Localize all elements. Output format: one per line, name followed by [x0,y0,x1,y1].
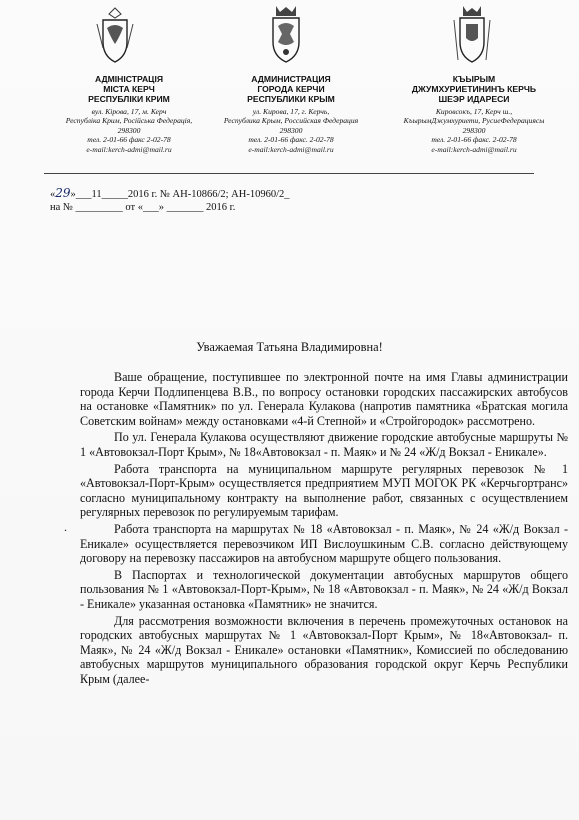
address-line: Кировсокъ, 17, Керч ш., [435,106,513,116]
postal-code: 298300 [117,125,141,135]
postal-code: 298300 [462,125,486,135]
org-title-line: КЪЫРЫМ [452,74,496,84]
paragraph: Работа транспорта на муниципальном маршруте регулярных перевозок № 1 «Автовокзал-Порт-Крым» осуществляется предприятием МУП МОГОК РК «Керчьгортранс» согласно муниципальному контракту на выполнение работ, связанных с осуществлением регулярных перевозок по регулируемым тарифам. [80,461,568,520]
email: e-mail:kerch-admi@mail.ru [431,144,517,154]
paragraph: Работа транспорта на маршрутах № 18 «Автовокзал - п. Маяк», № 24 «Ж/д Вокзал - Еникале» осуществляется перевозчиком ИП Вислоушкиным С.В. согласно действующему договору на перевозку пассажиров на автобусном маршруте общего пользования. [80,521,568,566]
org-title-line: МІСТА КЕРЧ [103,84,155,95]
greeting: Уважаемая Татьяна Владимировна! [196,340,383,354]
letter-body [80,370,568,686]
org-title-line: АДМІНІСТРАЦІЯ [94,74,164,84]
email: e-mail:kerch-admi@mail.ru [86,144,172,154]
org-title-line: РЕСПУБЛИКИ КРЫМ [247,94,335,105]
address-line: КъырымДжумхуриети, РусиеФедерациясы [403,116,545,126]
handwritten-day: 29 [55,186,71,200]
address-line: Республика Крым, Российская Федерация [223,116,359,126]
header-crimean-tatar [386,74,562,155]
email: e-mail:kerch-admi@mail.ru [248,144,334,154]
postal-code: 298300 [279,125,303,135]
org-title-line: ДЖУМХУРИЕТИНИНЪ КЕРЧЬ [411,84,537,95]
paragraph: Ваше обращение, поступившее по электронной почте на имя Главы администрации города Керчи Подлипенцева В.В., по вопросу остановки городских пассажирских автобусов на остановке «Памятник» по ул. Генерала Кулакова (напротив памятника «Братская могила Советским войнам» между остановками «4-й Степной» и «Стройгородок» рассмотрено. [80,370,568,428]
org-title-line: ГОРОДА КЕРЧИ [257,84,325,95]
phone-fax: тел. 2-01-66 факс. 2-02-78 [431,135,517,145]
address-line: вул. Кірова, 17, м. Керч [91,106,167,116]
incoming-reference: на № _________ от «___» _______ 2016 г. [50,202,236,213]
kerch-coat-of-arms-icon [266,4,306,66]
paragraph: Для рассмотрения возможности включения в перечень промежуточных остановок на городских автобусных маршрутах № 1 «Автовокзал-Порт Крым», № 18«Автовокзал- п. Маяк», № 24 «Ж/д Вокзал - Еникале» остановки «Памятник», Комиссией по обследованию автобусных маршрутов муниципального образования городской округ Керчь Республики Крым (далее- [80,613,568,686]
kerch-city-emblem-icon [452,4,492,66]
phone-fax: тел. 2-01-66 факс. 2-02-78 [248,135,334,145]
header-ukrainian [40,74,218,155]
paragraph: В Паспортах и технологической документации автобусных маршрутов общего пользования № 1 «Автовокзал-Порт-Крым», № 18 «Автовокзал - п. Маяк», № 24 «Ж/д Вокзал - Еникале» указанная остановка «Памятник» не значится. [80,567,568,611]
org-title-line: ШЕЭР ИДАРЕСИ [438,94,510,105]
header-divider [44,173,534,174]
address-line: ул. Кирова, 17, г. Керчь, [252,106,330,116]
quote-open: « [50,189,56,200]
crimea-coat-of-arms-icon [95,4,135,66]
reference-number: »___11_____2016 г. № АН-10866/2; АН-10960/2_ [70,189,290,200]
paragraph: По ул. Генерала Кулакова осуществляют движение городские автобусные маршруты № 1 «Автовокзал-Порт Крым», № 18«Автовокзал - п. Маяк» и № 24 «Ж/д Вокзал - Еникале». [80,430,568,459]
org-title-line: РЕСПУБЛІКИ КРИМ [88,94,170,105]
phone-fax: тел. 2-01-66 факс 2-02-78 [87,135,171,145]
header-russian [205,74,377,155]
org-title-line: АДМИНИСТРАЦИЯ [251,74,331,84]
outgoing-reference [50,186,289,200]
address-line: Республіка Крим, Російська Федерація, [65,116,193,126]
stray-mark: . [64,520,67,534]
